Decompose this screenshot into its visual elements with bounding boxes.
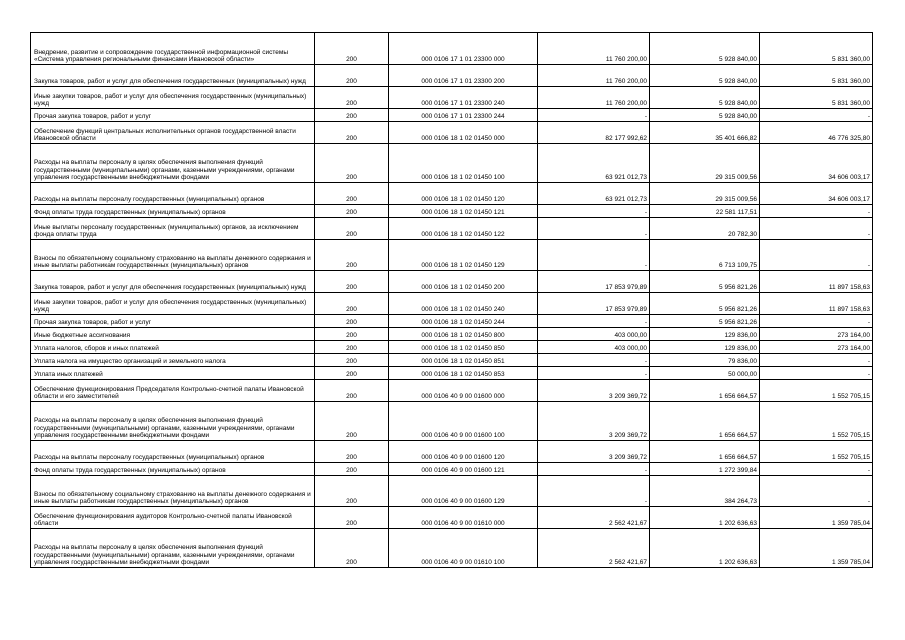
row-line-code: 200 [315,33,389,65]
row-classification-code: 000 0106 18 1 02 01450 240 [389,293,538,315]
row-unexecuted-amount: 11 897 158,63 [760,271,873,293]
row-approved-amount: - [538,240,650,271]
table-row [31,205,873,218]
row-executed-amount: 50 000,00 [650,367,760,380]
row-approved-amount: 17 853 979,89 [538,271,650,293]
row-classification-code: 000 0106 18 1 02 01450 121 [389,205,538,218]
row-classification-code: 000 0106 40 9 00 01600 000 [389,380,538,402]
row-unexecuted-amount: - [760,367,873,380]
row-unexecuted-amount: - [760,315,873,328]
row-approved-amount: 11 760 200,00 [538,87,650,109]
row-name: Расходы на выплаты персоналу в целях обеспечения выполнения функций государственными (муниципальными) органами, казенными учреждениями, органами управления государственными внебюджетными фондами [31,402,315,441]
row-unexecuted-amount: 34 606 003,17 [760,144,873,183]
table-row [31,367,873,380]
row-classification-code: 000 0106 18 1 02 01450 100 [389,144,538,183]
budget-execution-table [30,32,873,568]
row-unexecuted-amount: 46 776 325,80 [760,122,873,144]
row-executed-amount: 129 836,00 [650,328,760,341]
row-name: Расходы на выплаты персоналу в целях обеспечения выполнения функций государственными (муниципальными) органами, казенными учреждениями, органами управления государственными внебюджетными фондами [31,529,315,568]
row-unexecuted-amount: 1 552 705,15 [760,441,873,463]
row-approved-amount: 82 177 992,62 [538,122,650,144]
table-row [31,271,873,293]
row-classification-code: 000 0106 18 1 02 01450 244 [389,315,538,328]
table-row [31,87,873,109]
row-unexecuted-amount: 1 359 785,04 [760,529,873,568]
row-classification-code: 000 0106 18 1 02 01450 120 [389,183,538,205]
row-approved-amount: 11 760 200,00 [538,65,650,87]
row-executed-amount: 5 928 840,00 [650,109,760,122]
table-row [31,441,873,463]
row-name: Прочая закупка товаров, работ и услуг [31,109,315,122]
row-name: Обеспечение функционирования аудиторов Контрольно-счетной палаты Ивановской области [31,507,315,529]
row-line-code: 200 [315,476,389,507]
row-line-code: 200 [315,65,389,87]
row-line-code: 200 [315,183,389,205]
table-row [31,218,873,240]
row-name: Закупка товаров, работ и услуг для обеспечения государственных (муниципальных) нужд [31,271,315,293]
row-name: Обеспечение функций центральных исполнительных органов государственной власти Ивановской области [31,122,315,144]
table-row [31,507,873,529]
row-classification-code: 000 0106 17 1 01 23300 244 [389,109,538,122]
row-executed-amount: 5 928 840,00 [650,65,760,87]
row-name: Фонд оплаты труда государственных (муниципальных) органов [31,463,315,476]
row-unexecuted-amount: 273 164,00 [760,341,873,354]
table-row [31,341,873,354]
row-unexecuted-amount: 5 831 360,00 [760,87,873,109]
row-name: Иные закупки товаров, работ и услуг для обеспечения государственных (муниципальных) нужд [31,87,315,109]
row-classification-code: 000 0106 17 1 01 23300 200 [389,65,538,87]
row-name: Фонд оплаты труда государственных (муниципальных) органов [31,205,315,218]
row-line-code: 200 [315,293,389,315]
row-line-code: 200 [315,441,389,463]
row-approved-amount: - [538,205,650,218]
table-row [31,183,873,205]
row-classification-code: 000 0106 18 1 02 01450 800 [389,328,538,341]
row-executed-amount: 1 202 636,63 [650,507,760,529]
row-approved-amount: 17 853 979,89 [538,293,650,315]
row-line-code: 200 [315,109,389,122]
row-classification-code: 000 0106 18 1 02 01450 851 [389,354,538,367]
table-row [31,65,873,87]
row-name: Иные выплаты персоналу государственных (муниципальных) органов, за исключением фонда оплаты труда [31,218,315,240]
row-name: Обеспечение функционирования Председателя Контрольно-счетной палаты Ивановской области и его заместителей [31,380,315,402]
row-unexecuted-amount: - [760,463,873,476]
row-unexecuted-amount: - [760,240,873,271]
row-executed-amount: 29 315 009,56 [650,183,760,205]
row-executed-amount: 22 581 117,51 [650,205,760,218]
row-line-code: 200 [315,380,389,402]
row-unexecuted-amount: - [760,218,873,240]
row-classification-code: 000 0106 18 1 02 01450 200 [389,271,538,293]
row-line-code: 200 [315,328,389,341]
table-row [31,328,873,341]
row-name: Закупка товаров, работ и услуг для обеспечения государственных (муниципальных) нужд [31,65,315,87]
row-name: Иные закупки товаров, работ и услуг для обеспечения государственных (муниципальных) нужд [31,293,315,315]
row-name: Расходы на выплаты персоналу государственных (муниципальных) органов [31,183,315,205]
row-line-code: 200 [315,87,389,109]
row-unexecuted-amount: 11 897 158,63 [760,293,873,315]
row-approved-amount: - [538,476,650,507]
row-name: Уплата налога на имущество организаций и земельного налога [31,354,315,367]
row-approved-amount: - [538,463,650,476]
row-approved-amount: 403 000,00 [538,341,650,354]
row-name: Расходы на выплаты персоналу государственных (муниципальных) органов [31,441,315,463]
row-name: Внедрение, развитие и сопровождение государственной информационной системы «Система управления региональными финансами Ивановской области» [31,33,315,65]
row-executed-amount: 1 656 664,57 [650,380,760,402]
row-line-code: 200 [315,354,389,367]
row-classification-code: 000 0106 40 9 00 01600 121 [389,463,538,476]
row-classification-code: 000 0106 40 9 00 01610 000 [389,507,538,529]
table-row [31,463,873,476]
row-line-code: 200 [315,529,389,568]
row-line-code: 200 [315,341,389,354]
row-classification-code: 000 0106 18 1 02 01450 129 [389,240,538,271]
row-line-code: 200 [315,367,389,380]
row-name: Взносы по обязательному социальному страхованию на выплаты денежного содержания и иные выплаты работникам государственных (муниципальных) органов [31,476,315,507]
row-name: Иные бюджетные ассигнования [31,328,315,341]
row-classification-code: 000 0106 18 1 02 01450 000 [389,122,538,144]
table-row [31,476,873,507]
row-line-code: 200 [315,218,389,240]
row-approved-amount: 63 921 012,73 [538,144,650,183]
row-executed-amount: 1 202 636,63 [650,529,760,568]
row-executed-amount: 5 928 840,00 [650,87,760,109]
table-row [31,402,873,441]
row-approved-amount: - [538,354,650,367]
row-classification-code: 000 0106 40 9 00 01600 120 [389,441,538,463]
row-executed-amount: 6 713 109,75 [650,240,760,271]
budget-report-page [30,32,872,568]
row-approved-amount: - [538,218,650,240]
row-unexecuted-amount: - [760,354,873,367]
row-approved-amount: 403 000,00 [538,328,650,341]
table-row [31,122,873,144]
row-unexecuted-amount: 1 552 705,15 [760,402,873,441]
row-approved-amount: 3 209 369,72 [538,402,650,441]
table-row [31,529,873,568]
row-unexecuted-amount: - [760,476,873,507]
row-executed-amount: 1 272 399,84 [650,463,760,476]
row-name: Прочая закупка товаров, работ и услуг [31,315,315,328]
table-row [31,109,873,122]
table-row [31,354,873,367]
row-executed-amount: 129 836,00 [650,341,760,354]
row-approved-amount: 63 921 012,73 [538,183,650,205]
table-row [31,315,873,328]
row-name: Расходы на выплаты персоналу в целях обеспечения выполнения функций государственными (муниципальными) органами, казенными учреждениями, органами управления государственными внебюджетными фондами [31,144,315,183]
row-executed-amount: 79 836,00 [650,354,760,367]
row-executed-amount: 29 315 009,56 [650,144,760,183]
row-unexecuted-amount: 5 831 360,00 [760,65,873,87]
row-executed-amount: 20 782,30 [650,218,760,240]
row-approved-amount: 11 760 200,00 [538,33,650,65]
row-unexecuted-amount: 1 359 785,04 [760,507,873,529]
row-approved-amount: 2 562 421,67 [538,507,650,529]
row-line-code: 200 [315,144,389,183]
row-unexecuted-amount: 273 164,00 [760,328,873,341]
row-unexecuted-amount: - [760,109,873,122]
row-unexecuted-amount: - [760,205,873,218]
row-unexecuted-amount: 5 831 360,00 [760,33,873,65]
row-executed-amount: 5 956 821,26 [650,271,760,293]
row-classification-code: 000 0106 17 1 01 23300 000 [389,33,538,65]
row-line-code: 200 [315,315,389,328]
table-row [31,33,873,65]
row-approved-amount: - [538,109,650,122]
row-classification-code: 000 0106 40 9 00 01600 100 [389,402,538,441]
row-executed-amount: 5 928 840,00 [650,33,760,65]
row-classification-code: 000 0106 18 1 02 01450 850 [389,341,538,354]
row-name: Уплата иных платежей [31,367,315,380]
table-row [31,144,873,183]
table-row [31,240,873,271]
row-executed-amount: 1 656 664,57 [650,441,760,463]
row-executed-amount: 384 264,73 [650,476,760,507]
row-unexecuted-amount: 34 606 003,17 [760,183,873,205]
row-executed-amount: 35 401 666,82 [650,122,760,144]
row-line-code: 200 [315,463,389,476]
row-line-code: 200 [315,122,389,144]
row-line-code: 200 [315,507,389,529]
row-approved-amount: - [538,315,650,328]
row-classification-code: 000 0106 40 9 00 01600 129 [389,476,538,507]
row-classification-code: 000 0106 18 1 02 01450 853 [389,367,538,380]
row-line-code: 200 [315,205,389,218]
row-approved-amount: 2 562 421,67 [538,529,650,568]
row-executed-amount: 1 656 664,57 [650,402,760,441]
row-line-code: 200 [315,240,389,271]
row-line-code: 200 [315,402,389,441]
row-approved-amount: 3 209 369,72 [538,441,650,463]
row-line-code: 200 [315,271,389,293]
row-name: Уплата налогов, сборов и иных платежей [31,341,315,354]
row-executed-amount: 5 956 821,26 [650,293,760,315]
row-approved-amount: 3 209 369,72 [538,380,650,402]
table-row [31,380,873,402]
row-unexecuted-amount: 1 552 705,15 [760,380,873,402]
row-classification-code: 000 0106 18 1 02 01450 122 [389,218,538,240]
row-name: Взносы по обязательному социальному страхованию на выплаты денежного содержания и иные выплаты работникам государственных (муниципальных) органов [31,240,315,271]
row-classification-code: 000 0106 40 9 00 01610 100 [389,529,538,568]
row-executed-amount: 5 956 821,26 [650,315,760,328]
table-body [31,33,873,568]
row-classification-code: 000 0106 17 1 01 23300 240 [389,87,538,109]
row-approved-amount: - [538,367,650,380]
table-row [31,293,873,315]
